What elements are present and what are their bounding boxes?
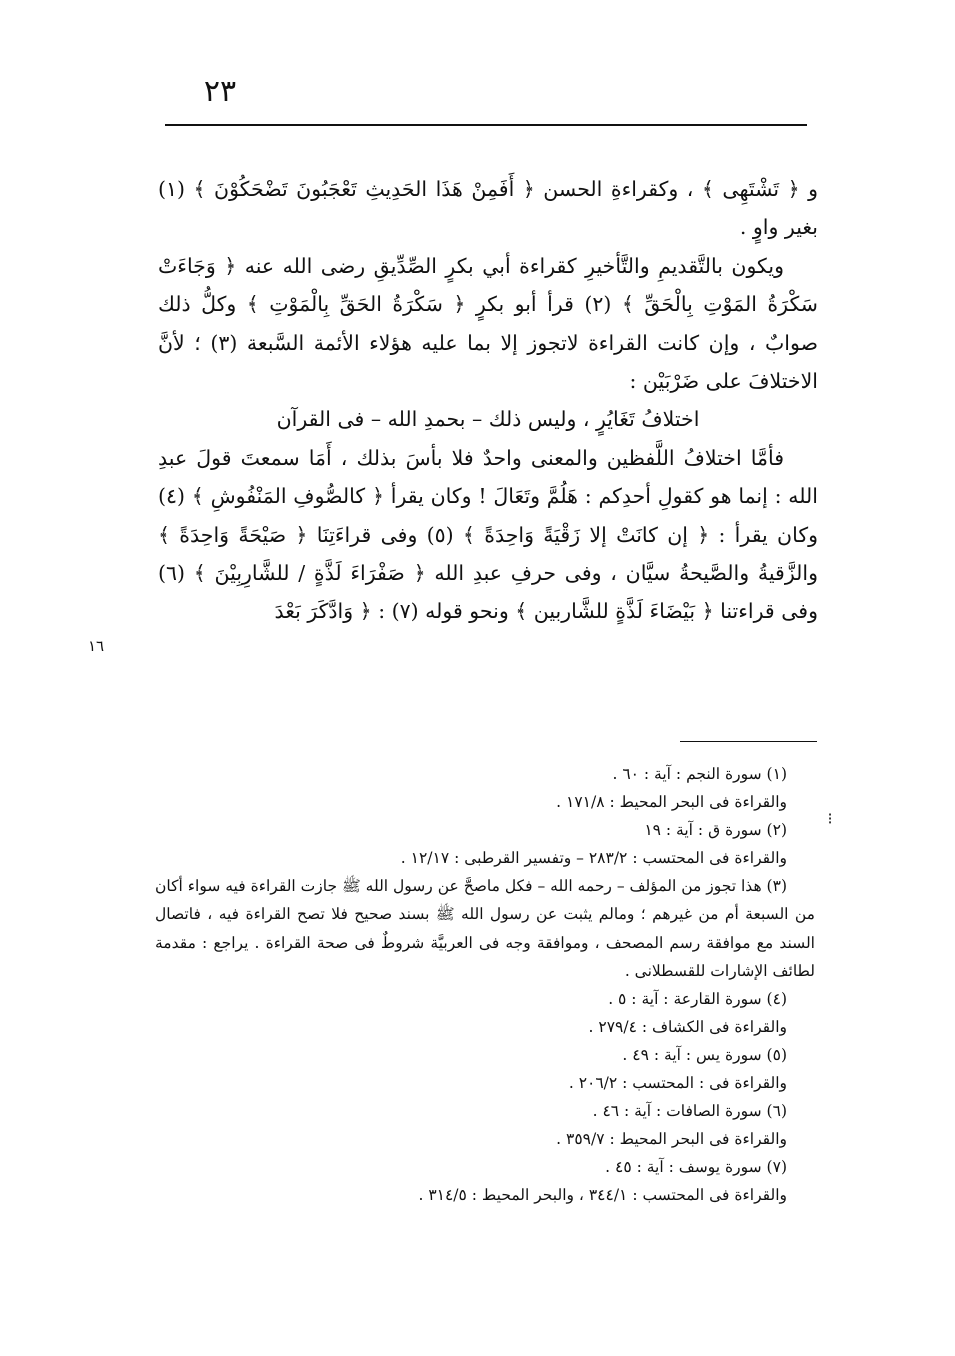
paragraph-1: و ﴿ تَشْتَهِى ﴾ ، وكقراءةِ الحسن ﴿ أَفَمِنْ هَذَا الحَدِيثِ تَعْجَبُونَ تَضْحَكُوْنَ ﴾ (١) بغير واوٍ . [158,177,818,240]
paragraph-2: ويكون بالتَّقديمِ والتَّأخيرِ كقراءة أبي بكرٍ الصِّدِّيقِ رضى الله عنه ﴿ وَجَاءَتْ سَكْرَةُ المَوْتِ بِالْحَقِّ ﴾ (٢) قرأ أبو بكرٍ ﴿ سَكْرَةُ الحَقِّ بِالْمَوْتِ ﴾ وكلُّ ذلك صوابٌ ، وإن كانت القراءة لاتجوز إلا بما عليه هؤلاء الأئمة السَّبعة (٣) ؛ لأنَّ الاختلافَ على ضَرْبَيْن : [158,253,818,394]
paragraph-3: اختلافُ تَغَايُرٍ ، وليس ذلك – بحمدِ الله – فى القرآن [276,407,700,432]
footnote-1-source: والقراءة فى البحر المحيط : ١٧١/٨ . [556,793,787,812]
footnote-2-source: والقراءة فى المحتسب : ٢٨٣/٢ – وتفسير القرطبى : ١٢/١٧ . [400,849,787,868]
footnote-6: (٦) سورة الصافات : آية : ٤٦ . [592,1102,787,1121]
footnote-rule [680,741,817,742]
margin-dots: ⁝ [827,809,833,828]
footnote-1: (١) سورة النجم : آية : ٦٠ . [612,765,787,783]
page-number: ٢٣ [203,74,237,109]
footnote-5: (٥) سورة يس : آية : ٤٩ . [622,1045,787,1064]
footnote-6-source: والقراءة فى البحر المحيط : ٣٥٩/٧ . [556,1130,787,1149]
margin-line-number: ١٦ [88,637,105,655]
footnote-3: (٣) هذا تجوز من المؤلف – رحمه الله – فكل ماصحَّ عن رسول الله ﷺ جازت القراءة فيه سواء أكان من السبعة أم من غيرهم ؛ ومالم يثبت عن رسول الله ﷺ بسند صحيح فلا تصح القراءة فيه ، فاتصال السند مع موافقة رسم المصحف ، وموافقة وجه فى العربيَّة شروطٌ فى صحة القراءة . يراجع : مقدمة لطائف الإشارات للقسطلانى . [155,877,815,980]
paragraph-4: فأمَّا اختلافُ اللَّفظين والمعنى واحدٌ فلا بأسَ بذلك ، أَمَا سمعتَ قولَ عبدِ الله : إنما هو كقولِ أحدِكم : هَلُمَّ وتَعَالَ ! وكان يقرأ ﴿ كالصُّوفِ المَنْفُوشِ ﴾ (٤) وكان يقرأ : ﴿ إن كانَتْ إلا زَقْيَةً وَاحِدَةً ﴾ (٥) وفى قراءَتِنَا ﴿ صَيْحَةً وَاحِدَةً ﴾ والزَّقيةُ والصَّيحةُ سيَّان ، وفى حرفِ عبدِ الله ﴿ صَفْرَاءَ لَذَّةٍ / للشَّارِبِيْنَ ﴾ (٦) وفى قراءتنا ﴿ بَيْضَاءَ لَذَّةٍ للشَّاربين ﴾ ونحو قوله (٧) : ﴿ وَادَّكَرَ بَعْدَ [158,445,819,624]
footnote-7-source: والقراءة فى المحتسب : ٣٤٤/١ ، والبحر المحيط : ٣١٤/٥ . [418,1186,787,1205]
footnotes [155,760,815,1210]
footnote-4-source: والقراءة فى الكشاف : ٢٧٩/٤ . [588,1017,787,1036]
header-rule [165,124,807,126]
footnote-5-source: والقراءة فى : المحتسب : ٢٠٦/٢ . [568,1074,787,1093]
footnote-4: (٤) سورة القارعة : آية : ٥ . [608,989,787,1008]
main-text [158,170,818,631]
footnote-2: (٢) سورة ق : آية : ١٩ [644,821,787,840]
footnote-7: (٧) سورة يوسف : آية : ٤٥ . [605,1158,787,1177]
